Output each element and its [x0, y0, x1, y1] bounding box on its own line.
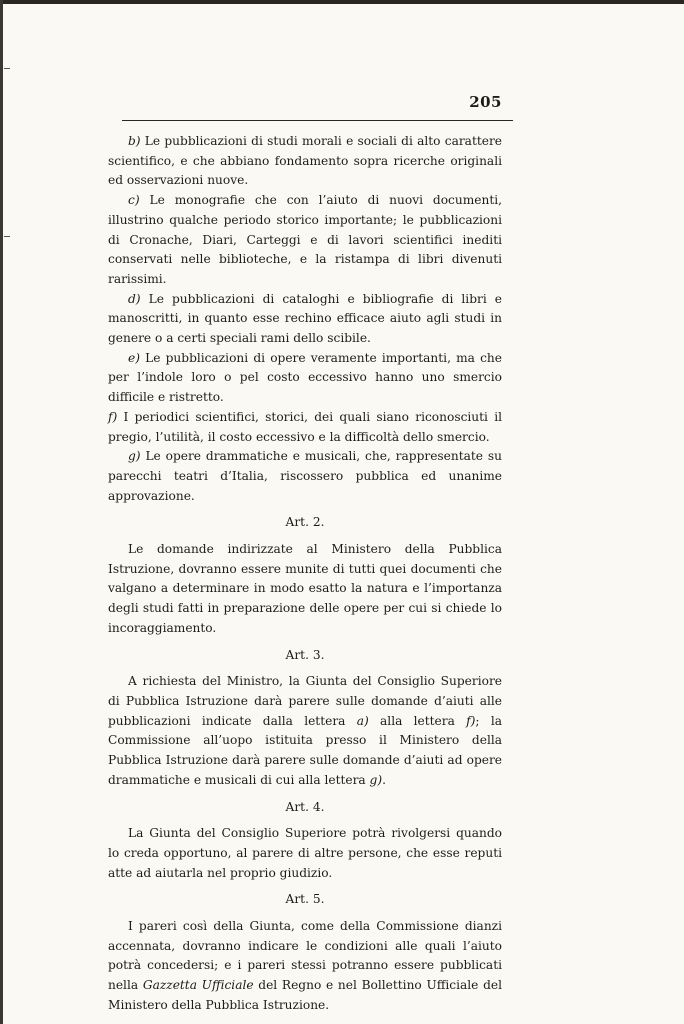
list-letter: b): [128, 134, 141, 148]
article-heading: Art. 4.: [285, 799, 325, 814]
paragraph-e: [108, 349, 502, 408]
header-rule: [122, 120, 513, 121]
article-5-text: [108, 917, 502, 1016]
paragraph-text: Le pubblicazioni di opere veramente importanti, ma che per l’indole loro o pel costo eccessivo hanno uno smercio difficile e ristretto.: [108, 350, 502, 405]
article-4-text: La Giunta del Consiglio Superiore potrà rivolgersi quando lo creda opportuno, al parere di altre persone, che esse reputi atte ad aiutarla nel proprio giudizio.: [108, 826, 502, 880]
list-letter: f): [108, 409, 118, 424]
paragraph-text: Le monografie che con l’aiuto di nuovi documenti, illustrino qualche periodo storico importante; le pubblicazioni di Cronache, Diari, Carteggi e di lavori scientifici inediti conservati nelle biblioteche, e la ristampa di libri divenuti rarissimi.: [108, 193, 502, 286]
text-run: alla lettera: [368, 713, 467, 728]
text-run: .: [382, 772, 386, 787]
text-run: del Regno e nel Bollettino Ufficiale del Ministero della Pubblica Istruzione.: [108, 978, 503, 1012]
paragraph-g: [108, 447, 502, 506]
paragraph-f: [108, 408, 502, 447]
article-3-text: [108, 672, 502, 790]
paragraph-text: Le opere drammatiche e musicali, che, rappresentate su parecchi teatri d’Italia, riscossero pubblica ed unanime approvazione.: [108, 449, 502, 503]
page-number: 205: [469, 93, 502, 111]
list-letter: a): [356, 713, 369, 728]
margin-mark: [4, 68, 10, 69]
paragraph-text: I periodici scientifici, storici, dei quali siano riconosciuti il pregio, l’utilità, il costo eccessivo e la difficoltà dello smercio.: [108, 409, 502, 444]
top-border: [0, 0, 684, 4]
publication-title: Gazzetta Ufficiale: [142, 978, 254, 993]
paragraph-text: Le pubblicazioni di studi morali e sociali di alto carattere scientifico, e che abbiano fondamento sopra ricerche originali ed osservazioni nuove.: [108, 134, 502, 188]
text-run: ; la Commissione all’uopo istituita presso il Ministero della Pubblica Istruzione darà parere sulle domande d’aiuti ad opere drammatiche e musicali di cui alla lettera: [108, 713, 502, 787]
article-heading: Art. 5.: [285, 892, 325, 907]
paragraph-text: Le pubblicazioni di cataloghi e bibliografie di libri e manoscritti, in quanto esse rechino efficace aiuto agli studi in genere o a certi speciali rami dello scibile.: [108, 291, 502, 346]
left-border: [0, 0, 3, 1024]
list-letter: g): [369, 772, 383, 787]
text-run: I pareri così della Giunta, come della Commissione dianzi accennata, dovranno indicare le condizioni alle quali l’aiuto potrà concedersi; e i pareri stessi potranno essere pubblicati nella: [108, 919, 502, 993]
paragraph-d: [108, 290, 502, 349]
list-letter: f): [466, 713, 476, 728]
document-body: [108, 132, 502, 1016]
list-letter: c): [128, 193, 140, 208]
list-letter: d): [128, 291, 141, 306]
paragraph-b: [108, 132, 502, 191]
list-letter: e): [128, 350, 140, 365]
article-2-text: Le domande indirizzate al Ministero della Pubblica Istruzione, dovranno essere munite di tutti quei documenti che valgano a determinare in modo esatto la natura e l’importanza degli studi fatti in preparazione delle opere per cui si chiede lo incoraggiamento.: [108, 542, 502, 635]
list-letter: g): [128, 449, 141, 464]
paragraph-c: [108, 191, 502, 290]
text-run: A richiesta del Ministro, la Giunta del Consiglio Superiore di Pubblica Istruzione darà parere sulle domande d’aiuti alle pubblicazioni indicate dalla lettera: [108, 674, 502, 728]
article-heading: Art. 2.: [285, 515, 325, 530]
margin-mark: [4, 236, 10, 237]
article-heading: Art. 3.: [285, 647, 325, 662]
